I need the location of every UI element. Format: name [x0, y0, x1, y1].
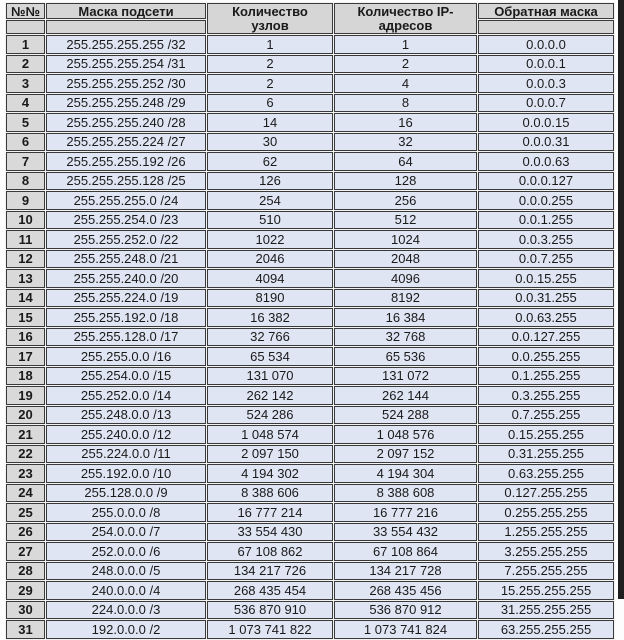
cell-ips: 4096: [334, 269, 477, 288]
cell-mask: 255.255.255.252 /30: [46, 74, 206, 93]
table-row: [6, 74, 614, 93]
cell-hosts: 6: [207, 94, 333, 113]
cell-ips: 16 777 216: [334, 503, 477, 522]
cell-mask: 252.0.0.0 /6: [46, 542, 206, 561]
cell-hosts: 16 382: [207, 308, 333, 327]
cell-mask: 192.0.0.0 /2: [46, 620, 206, 639]
cell-hosts: 1 073 741 822: [207, 620, 333, 639]
table-row: [6, 211, 614, 230]
cell-wildcard: 0.0.0.31: [478, 133, 614, 152]
cell-ips: 1 048 576: [334, 425, 477, 444]
table-row: [6, 581, 614, 600]
cell-hosts: 8 388 606: [207, 484, 333, 503]
cell-num: 12: [6, 250, 45, 269]
cell-wildcard: 0.255.255.255: [478, 503, 614, 522]
cell-wildcard: 0.0.0.1: [478, 55, 614, 74]
cell-mask: 255.254.0.0 /15: [46, 367, 206, 386]
cell-ips: 16: [334, 113, 477, 132]
cell-hosts: 262 142: [207, 386, 333, 405]
cell-wildcard: 0.0.0.127: [478, 172, 614, 191]
cell-num: 26: [6, 523, 45, 542]
cell-hosts: 2: [207, 74, 333, 93]
cell-mask: 255.255.0.0 /16: [46, 347, 206, 366]
cell-hosts: 126: [207, 172, 333, 191]
cell-mask: 255.252.0.0 /14: [46, 386, 206, 405]
cell-ips: 65 536: [334, 347, 477, 366]
table-row: [6, 289, 614, 308]
cell-wildcard: 0.0.7.255: [478, 250, 614, 269]
cell-hosts: 4 194 302: [207, 464, 333, 483]
table-row: [6, 55, 614, 74]
header-ip-count-line1: Количество IP-: [357, 3, 454, 19]
cell-mask: 255.224.0.0 /11: [46, 445, 206, 464]
cell-mask: 255.192.0.0 /10: [46, 464, 206, 483]
cell-num: 23: [6, 464, 45, 483]
cell-ips: 2: [334, 55, 477, 74]
cell-ips: 8: [334, 94, 477, 113]
cell-hosts: 62: [207, 152, 333, 171]
cell-hosts: 268 435 454: [207, 581, 333, 600]
cell-mask: 255.255.224.0 /19: [46, 289, 206, 308]
cell-ips: 2048: [334, 250, 477, 269]
cell-hosts: 536 870 910: [207, 601, 333, 620]
cell-num: 30: [6, 601, 45, 620]
cell-hosts: 33 554 430: [207, 523, 333, 542]
cell-wildcard: 7.255.255.255: [478, 562, 614, 581]
header-num: №№: [6, 3, 45, 19]
table-row: [6, 425, 614, 444]
cell-hosts: 1 048 574: [207, 425, 333, 444]
subnet-mask-table: [5, 2, 615, 640]
cell-ips: 134 217 728: [334, 562, 477, 581]
cell-num: 18: [6, 367, 45, 386]
table-row: [6, 406, 614, 425]
cell-mask: 255.255.192.0 /18: [46, 308, 206, 327]
cell-hosts: 14: [207, 113, 333, 132]
cell-num: 3: [6, 74, 45, 93]
cell-mask: 224.0.0.0 /3: [46, 601, 206, 620]
cell-wildcard: 0.0.63.255: [478, 308, 614, 327]
header-ip-count: [334, 3, 477, 34]
table-row: [6, 562, 614, 581]
cell-hosts: 2046: [207, 250, 333, 269]
cell-hosts: 131 070: [207, 367, 333, 386]
cell-num: 4: [6, 94, 45, 113]
cell-mask: 255.255.128.0 /17: [46, 328, 206, 347]
cell-wildcard: 0.1.255.255: [478, 367, 614, 386]
table-row: [6, 523, 614, 542]
cell-ips: 256: [334, 191, 477, 210]
cell-hosts: 1022: [207, 230, 333, 249]
cell-ips: 2 097 152: [334, 445, 477, 464]
cell-wildcard: 0.7.255.255: [478, 406, 614, 425]
cell-mask: 248.0.0.0 /5: [46, 562, 206, 581]
cell-hosts: 67 108 862: [207, 542, 333, 561]
cell-wildcard: 0.0.0.15: [478, 113, 614, 132]
cell-ips: 512: [334, 211, 477, 230]
cell-wildcard: 0.63.255.255: [478, 464, 614, 483]
cell-num: 16: [6, 328, 45, 347]
header-host-count-line2: узлов: [251, 17, 289, 33]
table-row: [6, 230, 614, 249]
cell-ips: 8 388 608: [334, 484, 477, 503]
cell-mask: 254.0.0.0 /7: [46, 523, 206, 542]
cell-ips: 32: [334, 133, 477, 152]
cell-wildcard: 15.255.255.255: [478, 581, 614, 600]
cell-wildcard: 0.0.127.255: [478, 328, 614, 347]
cell-num: 28: [6, 562, 45, 581]
cell-num: 6: [6, 133, 45, 152]
cell-ips: 524 288: [334, 406, 477, 425]
cell-num: 22: [6, 445, 45, 464]
header-num-spacer: [6, 20, 45, 34]
cell-hosts: 254: [207, 191, 333, 210]
cell-hosts: 32 766: [207, 328, 333, 347]
table-row: [6, 191, 614, 210]
cell-wildcard: 0.127.255.255: [478, 484, 614, 503]
table-row: [6, 542, 614, 561]
table-row: [6, 133, 614, 152]
cell-wildcard: 0.0.15.255: [478, 269, 614, 288]
cell-wildcard: 0.0.0.63: [478, 152, 614, 171]
table-row: [6, 484, 614, 503]
cell-ips: 1024: [334, 230, 477, 249]
cell-hosts: 30: [207, 133, 333, 152]
table-row: [6, 172, 614, 191]
header-row-1: [6, 3, 614, 19]
cell-num: 2: [6, 55, 45, 74]
cell-mask: 255.248.0.0 /13: [46, 406, 206, 425]
cell-hosts: 16 777 214: [207, 503, 333, 522]
cell-ips: 67 108 864: [334, 542, 477, 561]
header-host-count: [207, 3, 333, 34]
cell-hosts: 2 097 150: [207, 445, 333, 464]
cell-mask: 255.255.252.0 /22: [46, 230, 206, 249]
cell-ips: 4 194 304: [334, 464, 477, 483]
cell-num: 13: [6, 269, 45, 288]
cell-num: 1: [6, 35, 45, 54]
cell-ips: 33 554 432: [334, 523, 477, 542]
cell-wildcard: 0.15.255.255: [478, 425, 614, 444]
cell-mask: 255.255.240.0 /20: [46, 269, 206, 288]
cell-mask: 255.128.0.0 /9: [46, 484, 206, 503]
cell-ips: 1: [334, 35, 477, 54]
cell-num: 14: [6, 289, 45, 308]
cell-ips: 1 073 741 824: [334, 620, 477, 639]
cell-ips: 16 384: [334, 308, 477, 327]
cell-ips: 64: [334, 152, 477, 171]
cell-num: 29: [6, 581, 45, 600]
header-subnet-mask-spacer: [46, 20, 206, 34]
cell-hosts: 8190: [207, 289, 333, 308]
table-row: [6, 152, 614, 171]
cell-num: 27: [6, 542, 45, 561]
cell-hosts: 134 217 726: [207, 562, 333, 581]
cell-wildcard: 3.255.255.255: [478, 542, 614, 561]
table-row: [6, 94, 614, 113]
cell-hosts: 524 286: [207, 406, 333, 425]
cell-num: 20: [6, 406, 45, 425]
table-row: [6, 35, 614, 54]
cell-mask: 255.255.255.0 /24: [46, 191, 206, 210]
cell-wildcard: 31.255.255.255: [478, 601, 614, 620]
cell-wildcard: 0.0.0.3: [478, 74, 614, 93]
cell-num: 5: [6, 113, 45, 132]
cell-wildcard: 63.255.255.255: [478, 620, 614, 639]
cell-wildcard: 0.3.255.255: [478, 386, 614, 405]
cell-ips: 262 144: [334, 386, 477, 405]
table-row: [6, 367, 614, 386]
header-wildcard-mask: Обратная маска: [478, 3, 614, 19]
cell-mask: 255.0.0.0 /8: [46, 503, 206, 522]
cell-mask: 255.255.254.0 /23: [46, 211, 206, 230]
cell-hosts: 4094: [207, 269, 333, 288]
cell-ips: 8192: [334, 289, 477, 308]
cell-hosts: 2: [207, 55, 333, 74]
table-row: [6, 113, 614, 132]
table-body: [6, 35, 614, 639]
cell-num: 15: [6, 308, 45, 327]
cell-hosts: 510: [207, 211, 333, 230]
table-row: [6, 601, 614, 620]
table-row: [6, 250, 614, 269]
table-row: [6, 620, 614, 639]
cell-hosts: 65 534: [207, 347, 333, 366]
cell-hosts: 1: [207, 35, 333, 54]
cell-wildcard: 0.0.3.255: [478, 230, 614, 249]
cell-num: 11: [6, 230, 45, 249]
cell-mask: 255.255.255.240 /28: [46, 113, 206, 132]
cell-num: 19: [6, 386, 45, 405]
table-row: [6, 445, 614, 464]
table-row: [6, 347, 614, 366]
cell-num: 25: [6, 503, 45, 522]
cell-num: 10: [6, 211, 45, 230]
table-row: [6, 269, 614, 288]
cell-mask: 255.255.255.254 /31: [46, 55, 206, 74]
cell-num: 31: [6, 620, 45, 639]
cell-num: 8: [6, 172, 45, 191]
cell-num: 24: [6, 484, 45, 503]
cell-ips: 536 870 912: [334, 601, 477, 620]
cell-wildcard: 0.0.0.255: [478, 191, 614, 210]
cell-ips: 268 435 456: [334, 581, 477, 600]
cell-mask: 255.255.255.192 /26: [46, 152, 206, 171]
cell-mask: 255.255.255.224 /27: [46, 133, 206, 152]
table-header: [6, 3, 614, 34]
cell-wildcard: 0.0.0.0: [478, 35, 614, 54]
cell-mask: 255.255.248.0 /21: [46, 250, 206, 269]
cell-wildcard: 0.0.1.255: [478, 211, 614, 230]
table-row: [6, 328, 614, 347]
cell-mask: 240.0.0.0 /4: [46, 581, 206, 600]
table-row: [6, 503, 614, 522]
cell-num: 9: [6, 191, 45, 210]
cell-wildcard: 0.0.255.255: [478, 347, 614, 366]
header-subnet-mask: Маска подсети: [46, 3, 206, 19]
header-wildcard-mask-spacer: [478, 20, 614, 34]
cell-mask: 255.255.255.248 /29: [46, 94, 206, 113]
cell-num: 17: [6, 347, 45, 366]
cell-ips: 131 072: [334, 367, 477, 386]
cell-wildcard: 0.0.0.7: [478, 94, 614, 113]
cell-mask: 255.255.255.255 /32: [46, 35, 206, 54]
cell-wildcard: 0.31.255.255: [478, 445, 614, 464]
header-host-count-line1: Количество: [232, 3, 308, 19]
cell-wildcard: 1.255.255.255: [478, 523, 614, 542]
table-row: [6, 308, 614, 327]
cell-wildcard: 0.0.31.255: [478, 289, 614, 308]
cell-ips: 32 768: [334, 328, 477, 347]
table-row: [6, 464, 614, 483]
table-row: [6, 386, 614, 405]
header-ip-count-line2: адресов: [378, 17, 433, 33]
cell-ips: 128: [334, 172, 477, 191]
cell-mask: 255.255.255.128 /25: [46, 172, 206, 191]
cell-ips: 4: [334, 74, 477, 93]
cell-mask: 255.240.0.0 /12: [46, 425, 206, 444]
cell-num: 21: [6, 425, 45, 444]
right-edge-strip: [618, 0, 624, 599]
cell-num: 7: [6, 152, 45, 171]
